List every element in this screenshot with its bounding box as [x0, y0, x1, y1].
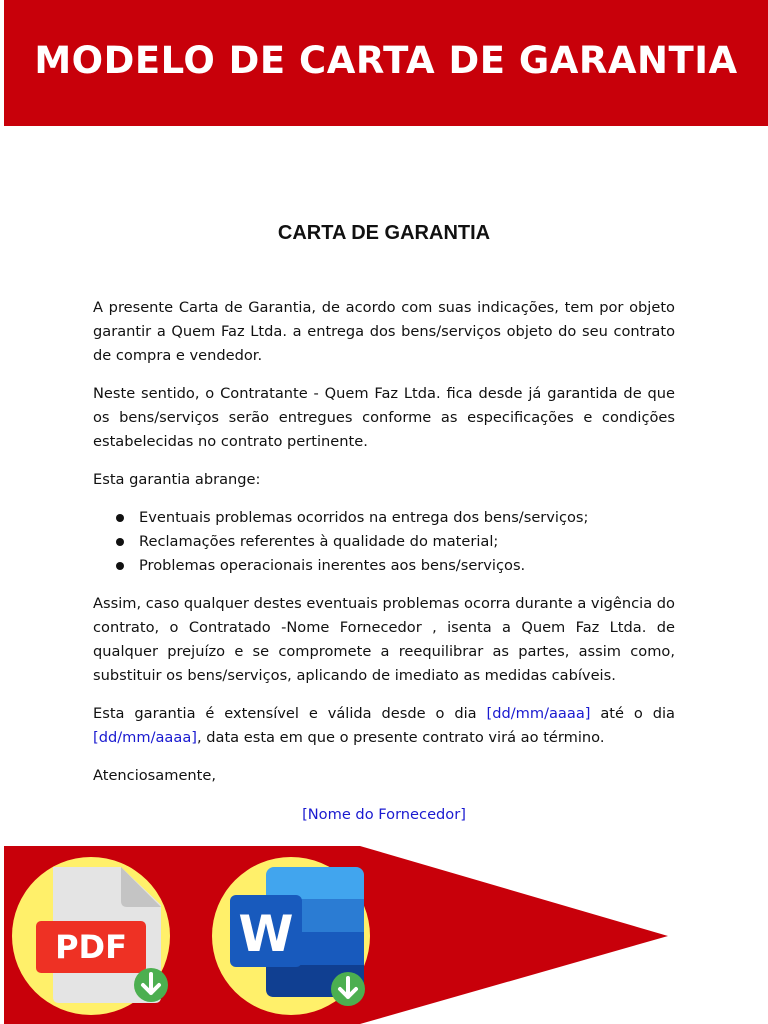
paragraph-obligations: Assim, caso qualquer destes eventuais problemas ocorra durante a vigência do contrato, o Contratado -Nome Fornecedor , isenta a Quem Faz Ltda. de qualquer prejuízo e se compromete a reequilibrar as partes, assim como, substituir os bens/serviços, aplicando de imediato as medidas cabíveis. [93, 595, 675, 684]
word-label: W [238, 905, 294, 963]
header-banner [4, 0, 768, 126]
paragraph-intro: A presente Carta de Garantia, de acordo com suas indicações, tem por objeto garantir a Quem Faz Ltda. a entrega dos bens/serviços objeto do seu contrato de compra e vendedor. [93, 299, 675, 364]
paragraph-validity: Esta garantia é extensível e válida desde o dia [dd/mm/aaaa] até o dia [dd/mm/aaaa], data esta em que o presente contrato virá ao término. [93, 705, 675, 746]
bullet-icon [116, 562, 124, 570]
pdf-file-icon [12, 857, 170, 1015]
closing-text: Atenciosamente, [93, 767, 217, 784]
supplier-name-placeholder: [Nome do Fornecedor] [302, 806, 466, 823]
page-title: MODELO DE CARTA DE GARANTIA [34, 38, 738, 82]
start-date-placeholder: [dd/mm/aaaa] [486, 705, 591, 722]
pdf-download-button[interactable] [12, 857, 170, 1015]
bullet-icon [116, 538, 124, 546]
pdf-label: PDF [55, 928, 127, 966]
list-item: Problemas operacionais inerentes aos bens/serviços. [93, 554, 675, 578]
word-file-icon [212, 857, 370, 1015]
document-title: CARTA DE GARANTIA [277, 222, 491, 244]
coverage-list [93, 506, 675, 578]
paragraph-contract: Neste sentido, o Contratante - Quem Faz Ltda. fica desde já garantida de que os bens/serviços serão entregues conforme as especificações e condições estabelecidas no contrato pertinente. [93, 385, 675, 450]
bullet-icon [116, 514, 124, 522]
letter-body [93, 296, 675, 802]
list-item: Reclamações referentes à qualidade do material; [93, 530, 675, 554]
word-download-button[interactable] [212, 857, 370, 1015]
end-date-placeholder: [dd/mm/aaaa] [93, 729, 197, 746]
paragraph-coverage: Esta garantia abrange: [93, 471, 261, 488]
list-item: Eventuais problemas ocorridos na entrega dos bens/serviços; [93, 506, 675, 530]
